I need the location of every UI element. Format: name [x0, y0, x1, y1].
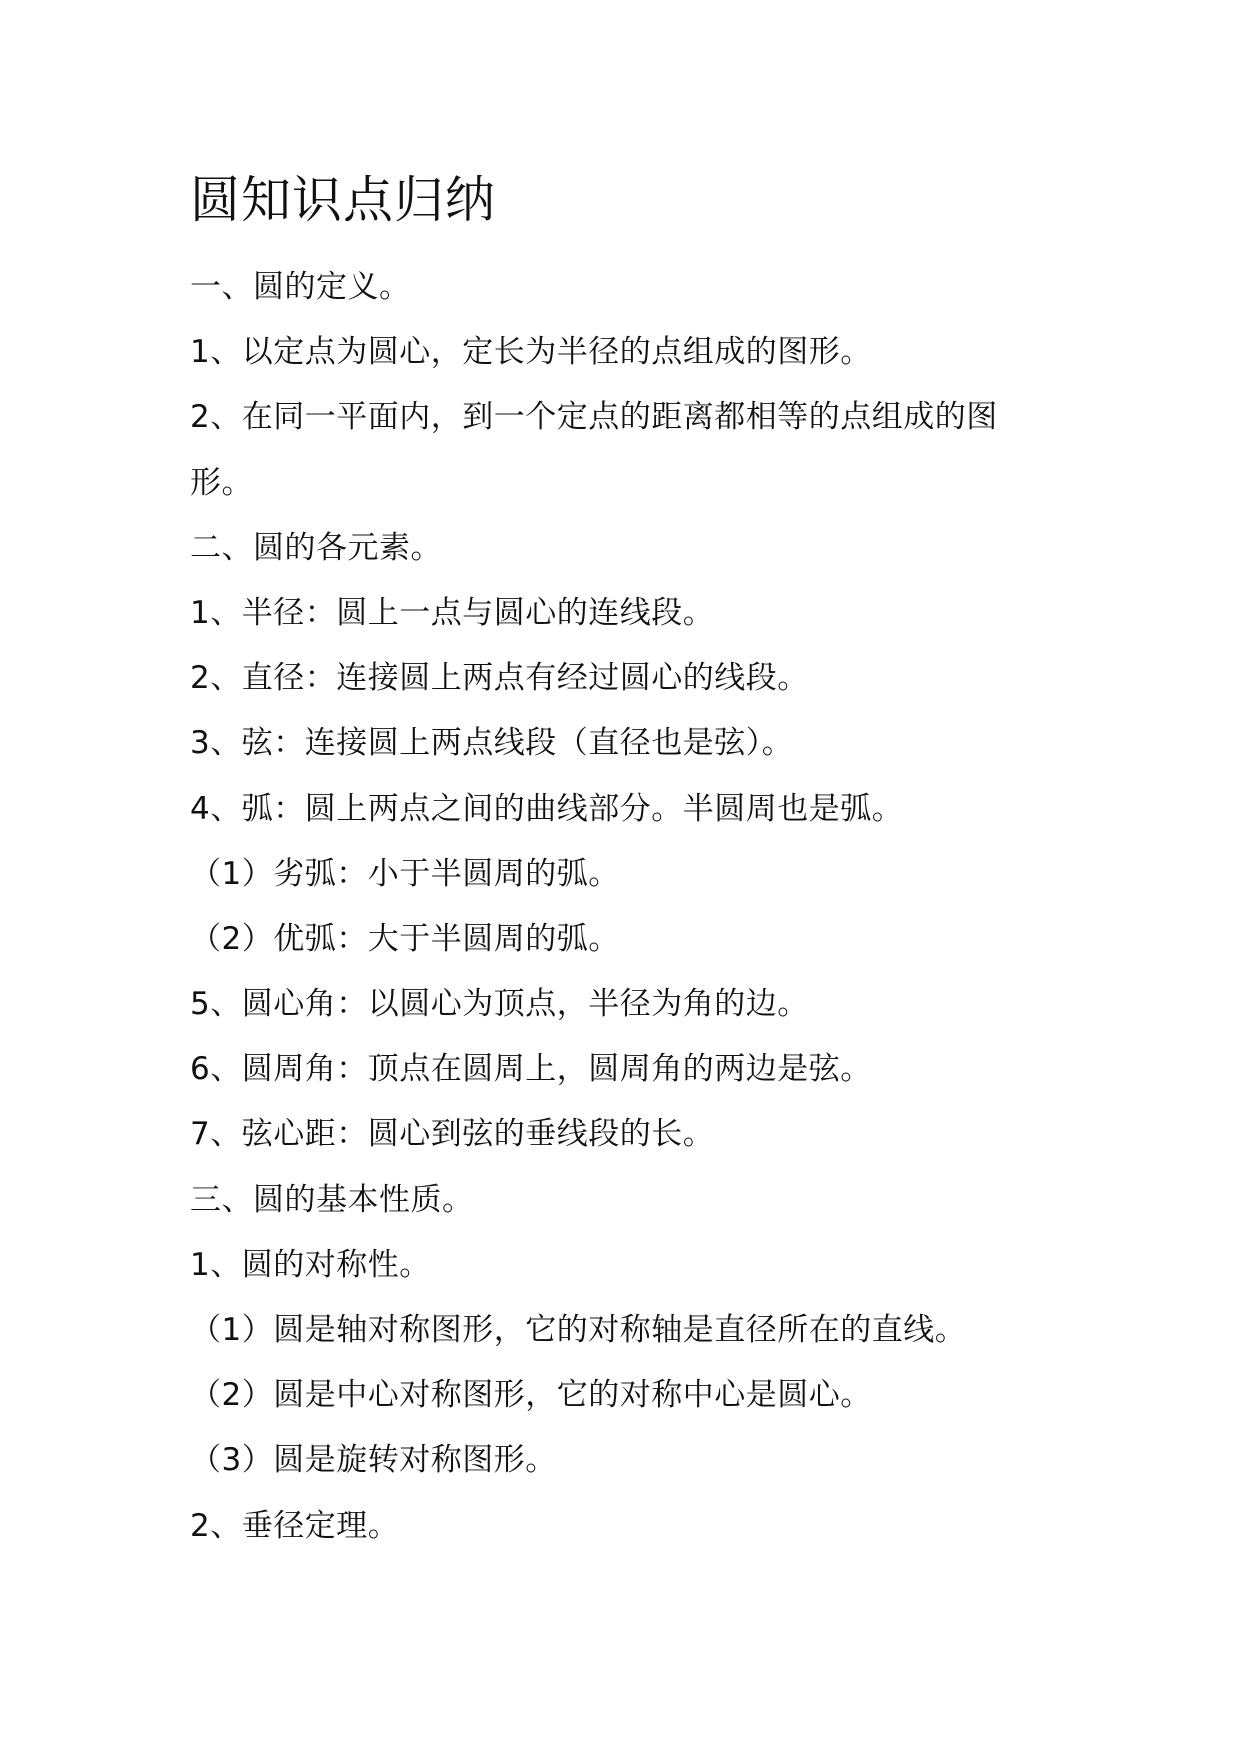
section-heading-elements: 二、圆的各元素。: [190, 529, 442, 566]
paragraph-line: 5、圆心角：以圆心为顶点，半径为角的边。: [190, 986, 809, 1023]
paragraph-line: 1、以定点为圆心，定长为半径的点组成的图形。: [190, 334, 872, 371]
paragraph-line: 1、圆的对称性。: [190, 1246, 431, 1283]
paragraph-line: 6、圆周角：顶点在圆周上，圆周角的两边是弦。: [190, 1051, 872, 1088]
section-heading-definition: 一、圆的定义。: [190, 269, 411, 305]
paragraph-line: 1、半径：圆上一点与圆心的连线段。: [190, 594, 715, 631]
paragraph-line: （2）圆是中心对称图形，它的对称中心是圆心。: [190, 1377, 872, 1414]
paragraph-line: （3）圆是旋转对称图形。: [190, 1442, 557, 1479]
paragraph-line: 7、弦心距：圆心到弦的垂线段的长。: [190, 1116, 715, 1153]
paragraph-line: （1）劣弧：小于半圆周的弧。: [190, 855, 620, 892]
paragraph-line: （2）优弧：大于半圆周的弧。: [190, 920, 620, 957]
paragraph-line: 2、直径：连接圆上两点有经过圆心的线段。: [190, 660, 809, 697]
paragraph-line: 2、在同一平面内，到一个定点的距离都相等的点组成的图: [190, 399, 998, 436]
document-title: 圆知识点归纳: [190, 171, 496, 229]
document-body: [190, 255, 1070, 1559]
paragraph-line: 4、弧：圆上两点之间的曲线部分。半圆周也是弧。: [190, 790, 904, 827]
paragraph-line: 2、垂径定理。: [190, 1507, 400, 1544]
paragraph-line: （1）圆是轴对称图形，它的对称轴是直径所在的直线。: [190, 1312, 967, 1348]
paragraph-line: 形。: [190, 464, 253, 501]
paragraph-line: 3、弦：连接圆上两点线段（直径也是弦）。: [190, 725, 794, 762]
section-heading-properties: 三、圆的基本性质。: [190, 1181, 474, 1218]
